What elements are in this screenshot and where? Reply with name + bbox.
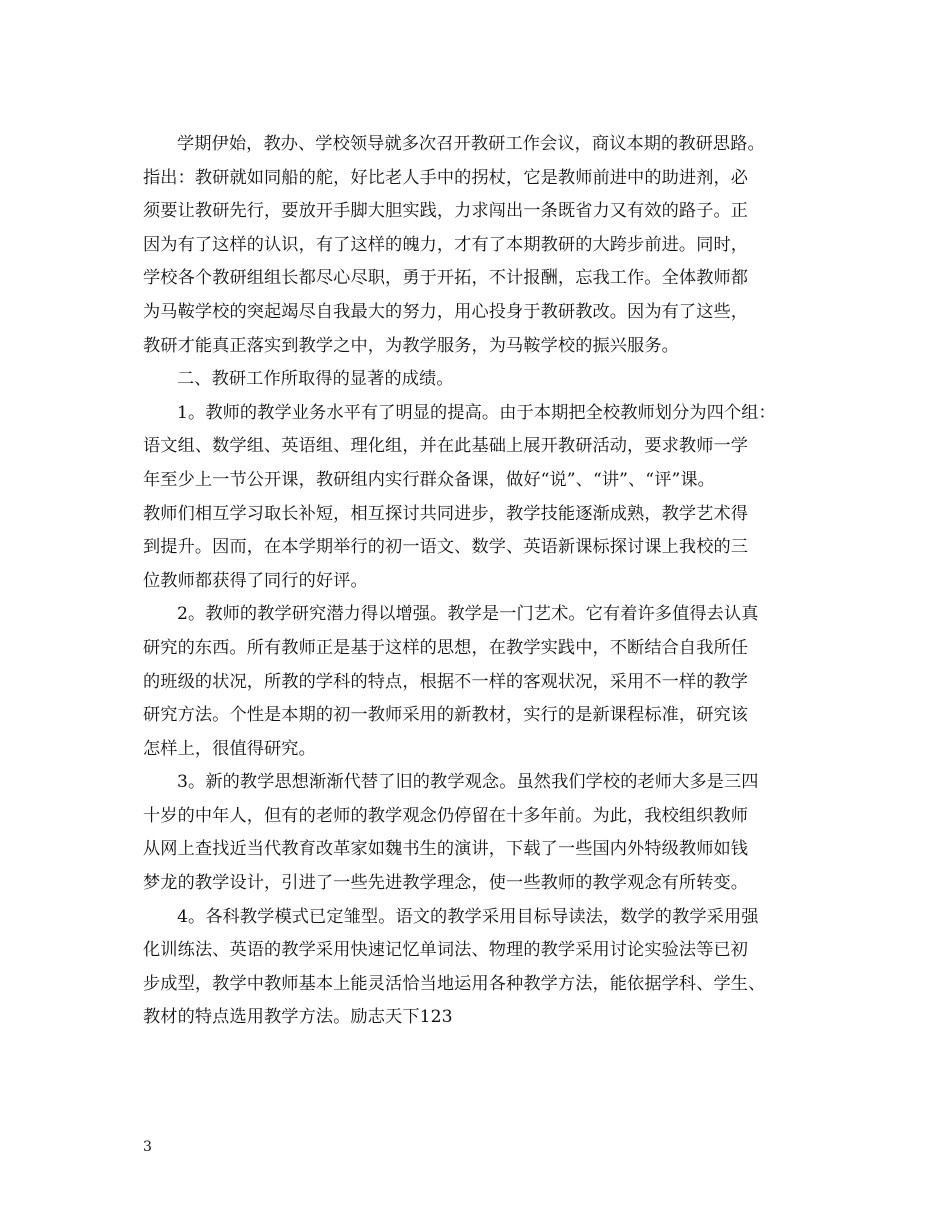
text-line: 化训练法、英语的教学采用快速记忆单词法、物理的教学采用讨论实验法等已初	[143, 940, 749, 961]
text-line: 怎样上，很值得研究。	[143, 738, 316, 759]
text-line: 研究方法。个性是本期的初一教师采用的新教材，实行的是新课程标准，研究该	[143, 705, 749, 726]
text-line: 到提升。因而，在本学期举行的初一语文、数学、英语新课标探讨课上我校的三	[143, 537, 749, 558]
text-line: 3。新的教学思想渐渐代替了旧的教学观念。虽然我们学校的老师大多是三四	[177, 772, 759, 793]
text-line: 教师们相互学习取长补短，相互探讨共同进步，教学技能逐渐成熟，教学艺术得	[143, 503, 749, 524]
text-line: 1。教师的教学业务水平有了明显的提高。由于本期把全校教师划分为四个组：	[177, 402, 776, 423]
text-line: 语文组、数学组、英语组、理化组，并在此基础上展开教研活动，要求教师一学	[143, 436, 749, 457]
text-line: 的班级的状况，所教的学科的特点，根据不一样的客观状况，采用不一样的教学	[143, 671, 749, 692]
page-number: 3	[143, 1139, 152, 1155]
text-line: 2。教师的教学研究潜力得以增强。教学是一门艺术。它有着许多值得去认真	[177, 604, 759, 625]
text-line: 研究的东西。所有教师正是基于这样的思想，在教学实践中，不断结合自我所任	[143, 637, 749, 658]
text-line: 学校各个教研组组长都尽心尽职，勇于开拓，不计报酬，忘我工作。全体教师都	[143, 268, 749, 289]
text-line: 须要让教研先行，要放开手脚大胆实践，力求闯出一条既省力又有效的路子。正	[143, 201, 749, 222]
text-line: 步成型，教学中教师基本上能灵活恰当地运用各种教学方法，能依据学科、学生、	[143, 973, 766, 994]
text-line: 为马鞍学校的突起竭尽自我最大的努力，用心投身于教研教改。因为有了这些，	[143, 301, 749, 322]
text-line: 指出：教研就如同船的舵，好比老人手中的拐杖，它是教师前进中的助进剂，必	[143, 167, 749, 188]
section-heading: 二、教研工作所取得的显著的成绩。	[177, 369, 454, 390]
text-line: 十岁的中年人，但有的老师的教学观念仍停留在十多年前。为此，我校组织教师	[143, 805, 749, 826]
text-line: 年至少上一节公开课，教研组内实行群众备课，做好“说”、“讲”、“评”课。	[143, 469, 715, 490]
text-line: 教研才能真正落实到教学之中，为教学服务，为马鞍学校的振兴服务。	[143, 335, 679, 356]
text-line: 因为有了这样的认识，有了这样的魄力，才有了本期教研的大跨步前进。同时，	[143, 234, 749, 255]
text-line: 梦龙的教学设计，引进了一些先进教学理念，使一些教师的教学观念有所转变。	[143, 873, 749, 894]
document-body	[143, 128, 823, 1035]
text-line: 4。各科教学模式已定雏型。语文的教学采用目标导读法，数学的教学采用强	[177, 906, 759, 927]
text-line: 教材的特点选用教学方法。励志天下123	[143, 1007, 453, 1028]
text-line: 从网上查找近当代教育改革家如魏书生的演讲，下载了一些国内外特级教师如钱	[143, 839, 749, 860]
text-line: 学期伊始，教办、学校领导就多次召开教研工作会议，商议本期的教研思路。	[177, 134, 765, 154]
text-line: 位教师都获得了同行的好评。	[143, 570, 368, 591]
